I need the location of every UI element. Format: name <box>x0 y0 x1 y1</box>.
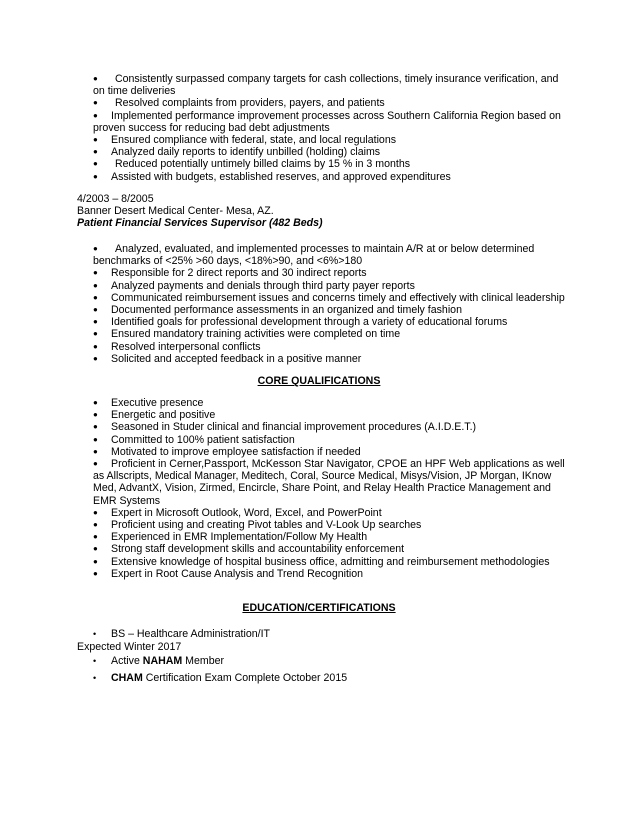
bullet-icon: ● <box>93 110 98 120</box>
list-item <box>93 507 568 519</box>
bullet-icon: ● <box>93 268 98 278</box>
list-item-text: Expert in Root Cause Analysis and Trend Recognition <box>111 567 364 580</box>
bullet-icon: ● <box>93 329 98 339</box>
education-heading: EDUCATION/CERTIFICATIONS <box>242 602 396 614</box>
list-item <box>77 628 557 641</box>
bullet-icon: ● <box>93 317 98 327</box>
list-item-text: Assisted with budgets, established reserves, and approved expenditures <box>111 170 451 183</box>
list-item <box>93 316 568 328</box>
list-item <box>93 171 568 183</box>
bullet-icon: ● <box>93 434 98 444</box>
job-title: Patient Financial Services Supervisor (482 Beds) <box>77 217 323 230</box>
list-item-text: Energetic and positive <box>111 409 216 422</box>
list-item <box>93 543 568 555</box>
bullet-icon: ● <box>93 507 98 517</box>
naham-bold: NAHAM <box>142 655 183 667</box>
achievements-list <box>93 73 568 183</box>
list-item <box>93 134 568 146</box>
bullet-icon: ● <box>93 556 98 566</box>
list-item <box>93 110 568 134</box>
list-item <box>93 267 568 279</box>
bullet-icon: ● <box>93 568 98 578</box>
education-section <box>77 628 557 685</box>
bullet-icon: ● <box>93 244 98 253</box>
bullet-icon: ● <box>93 422 98 432</box>
list-item-text: Expert in Microsoft Outlook, Word, Excel, and PowerPoint <box>111 506 382 519</box>
list-item <box>93 292 568 304</box>
list-item <box>93 97 568 109</box>
bullet-icon: ● <box>93 74 98 83</box>
bullet-icon: ● <box>93 305 98 315</box>
list-item-text: Strong staff development skills and accountability enforcement <box>111 543 405 556</box>
list-item <box>93 519 568 531</box>
bullet-icon: ● <box>93 280 98 290</box>
naham-suffix: Member <box>182 655 225 667</box>
list-item <box>93 73 568 97</box>
list-item <box>93 421 568 433</box>
bullet-icon: ● <box>93 410 98 420</box>
list-item-text: Ensured compliance with federal, state, and local regulations <box>111 134 397 147</box>
list-item-text: Responsible for 2 direct reports and 30 indirect reports <box>111 267 367 280</box>
list-item-text: Proficient using and creating Pivot tables and V-Look Up searches <box>111 519 422 532</box>
job-header <box>77 193 557 230</box>
cham-text <box>111 672 347 684</box>
list-item <box>93 328 568 340</box>
bullet-icon: ● <box>93 398 98 407</box>
bullet-icon: ● <box>93 532 98 542</box>
list-item <box>93 353 568 365</box>
list-item <box>77 672 557 685</box>
list-item <box>93 446 568 458</box>
list-item-text: Consistently surpassed company targets for cash collections, timely insurance verification, and on time deliveries <box>93 73 559 98</box>
list-item-text: Implemented performance improvement processes across Southern California Region based on proven success for reducing bad debt adjustments <box>93 109 561 134</box>
list-item <box>93 434 568 446</box>
list-item-text: Committed to 100% patient satisfaction <box>111 433 295 446</box>
list-item <box>93 158 568 170</box>
list-item <box>93 304 568 316</box>
list-item-text: Resolved complaints from providers, payers, and patients <box>115 97 385 110</box>
core-qualifications-heading: CORE QUALIFICATIONS <box>257 375 381 387</box>
list-item-text: Analyzed payments and denials through third party payer reports <box>111 279 415 292</box>
list-item-text: Experienced in EMR Implementation/Follow My Health <box>111 531 368 544</box>
bullet-icon: ● <box>93 341 98 351</box>
job-duties-list <box>93 243 568 365</box>
naham-prefix: Active <box>111 655 143 667</box>
list-item <box>93 568 568 580</box>
list-item-text: Executive presence <box>111 397 204 409</box>
naham-text <box>111 655 224 667</box>
list-item-text: Ensured mandatory training activities were completed on time <box>111 328 401 341</box>
list-item-text: Proficient in Cerner,Passport, McKesson Star Navigator, CPOE an HPF Web applications as well as Allscripts, Medical Manager, Meditech, Coral, Source Medical, Misys/Vision, JP Morgan, IKnow Med, AdvantX, Vision, Zirmed, Encircle, Share Point, and Relay Health Practice Management and EMR Systems <box>93 458 565 507</box>
bullet-icon: ● <box>93 446 98 456</box>
list-item <box>77 655 557 668</box>
bullet-icon: ● <box>93 292 98 302</box>
degree-text: BS – Healthcare Administration/IT <box>111 628 270 640</box>
cham-bold: CHAM <box>111 672 143 684</box>
list-item <box>93 243 568 267</box>
job-employer: Banner Desert Medical Center- Mesa, AZ. <box>77 205 274 218</box>
core-qualifications-list <box>93 397 568 580</box>
list-item-text: Identified goals for professional development through a variety of educational forums <box>111 316 508 329</box>
list-item-text: Resolved interpersonal conflicts <box>111 340 261 353</box>
bullet-icon: • <box>93 629 97 639</box>
bullet-icon: ● <box>93 135 98 145</box>
bullet-icon: • <box>93 656 97 666</box>
bullet-icon: ● <box>93 353 98 363</box>
list-item <box>93 341 568 353</box>
list-item-text: Analyzed daily reports to identify unbilled (holding) claims <box>111 146 381 159</box>
list-item-text: Extensive knowledge of hospital business office, admitting and reimbursement methodologies <box>111 555 550 568</box>
list-item-text: Seasoned in Studer clinical and financial improvement procedures (A.I.D.E.T.) <box>111 421 477 434</box>
list-item-text: Motivated to improve employee satisfaction if needed <box>111 445 361 458</box>
list-item <box>93 458 568 507</box>
bullet-icon: ● <box>93 459 98 469</box>
list-item-text: Analyzed, evaluated, and implemented processes to maintain A/R at or below determined benchmarks of <25% >60 days, <18%>90, and <6%>180 <box>93 243 535 268</box>
list-item <box>93 531 568 543</box>
list-item <box>93 409 568 421</box>
bullet-icon: • <box>93 673 97 683</box>
bullet-icon: ● <box>93 147 98 157</box>
list-item <box>93 397 568 409</box>
expected-date: Expected Winter 2017 <box>77 641 182 653</box>
list-item-text: Communicated reimbursement issues and concerns timely and effectively with clinical leadership <box>111 291 565 304</box>
list-item-text: Documented performance assessments in an organized and timely fashion <box>111 304 462 317</box>
bullet-icon: ● <box>93 159 98 169</box>
list-item <box>93 280 568 292</box>
list-item-text: Solicited and accepted feedback in a positive manner <box>111 352 362 365</box>
bullet-icon: ● <box>93 544 98 554</box>
job-dates: 4/2003 – 8/2005 <box>77 193 154 205</box>
list-item <box>93 146 568 158</box>
bullet-icon: ● <box>93 171 98 181</box>
list-item <box>93 556 568 568</box>
bullet-icon: ● <box>93 520 98 530</box>
list-item-text: Reduced potentially untimely billed claims by 15 % in 3 months <box>115 158 411 171</box>
bullet-icon: ● <box>93 98 98 108</box>
cham-suffix: Certification Exam Complete October 2015 <box>142 672 348 684</box>
